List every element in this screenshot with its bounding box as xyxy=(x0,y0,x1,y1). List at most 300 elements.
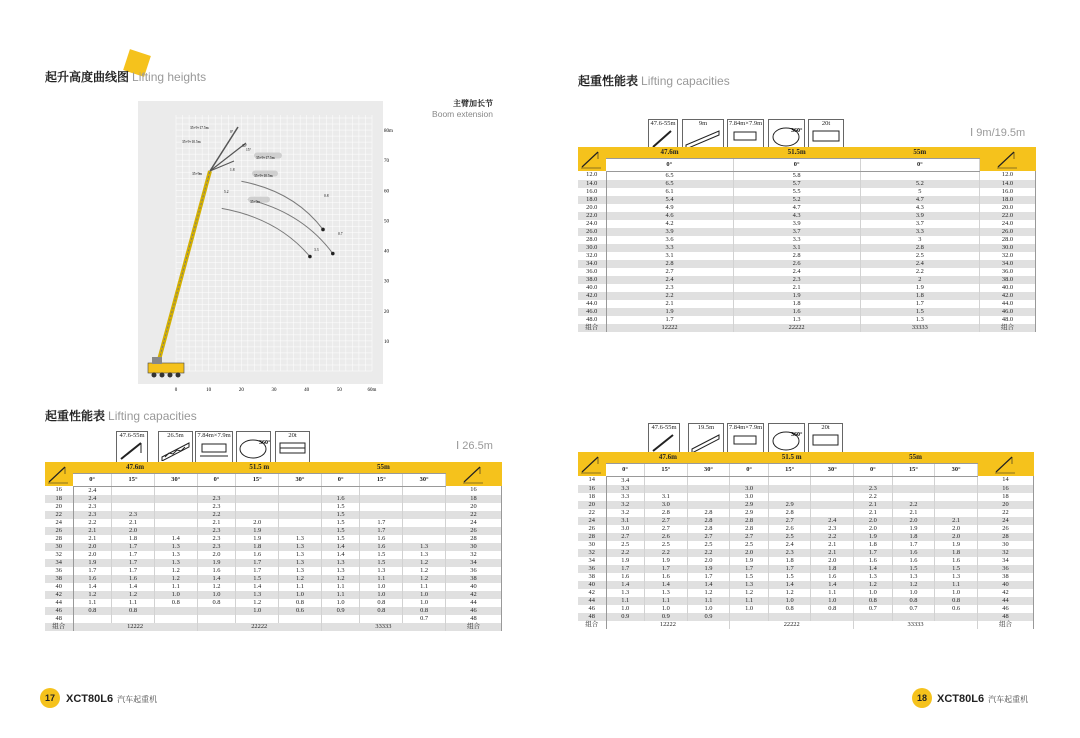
table-cell xyxy=(321,615,360,623)
table-boom-header-row xyxy=(578,147,1036,158)
table-cell: 2.2 xyxy=(860,268,979,276)
table-cell: 1.3 xyxy=(733,316,860,324)
table-cell: 18.0 xyxy=(578,196,606,204)
table-cell: 2.3 xyxy=(197,535,236,543)
table-cell xyxy=(892,476,935,485)
table-cell: 2.7 xyxy=(606,268,733,276)
table-cell: 2.7 xyxy=(768,517,811,525)
table-cell: 1.5 xyxy=(236,575,279,583)
table-cell: 1.9 xyxy=(935,541,978,549)
table-cell: 40 xyxy=(45,583,73,591)
table-cell: 1.0 xyxy=(360,583,403,591)
table-cell: 1.6 xyxy=(360,535,403,543)
table-cell: 46 xyxy=(45,607,73,615)
table-cell: 3.0 xyxy=(645,501,688,509)
t3-icon-outrigger-label: 7.84m×7.9m xyxy=(728,424,763,431)
table-cell: 1.9 xyxy=(73,559,112,567)
table-cell: 1.1 xyxy=(606,597,645,605)
table-cell xyxy=(854,613,893,621)
table-cell: 3.2 xyxy=(606,501,645,509)
table-cell: 2.1 xyxy=(935,517,978,525)
table-cell: 40.0 xyxy=(980,284,1036,292)
table-row xyxy=(578,493,1034,501)
table-cell: 2.8 xyxy=(687,517,730,525)
x-tick-label: 10 xyxy=(206,388,212,393)
table-cell: 1.7 xyxy=(645,565,688,573)
table-cell xyxy=(236,486,279,495)
table-cell: 1.7 xyxy=(236,567,279,575)
table-cell: 2.0 xyxy=(197,551,236,559)
table-row xyxy=(578,557,1034,565)
table-row xyxy=(45,615,502,623)
table-cell: 1.0 xyxy=(154,591,197,599)
table-cell: 1.6 xyxy=(197,567,236,575)
table-cell: 30.0 xyxy=(578,244,606,252)
table-row xyxy=(45,543,502,551)
table-cell: 1.9 xyxy=(730,557,769,565)
table-row xyxy=(578,236,1036,244)
y-tick-label: 10 xyxy=(384,339,389,345)
table-cell: 2.0 xyxy=(73,543,112,551)
table-cell xyxy=(811,476,854,485)
table-cell: 2.2 xyxy=(606,292,733,300)
table-cell: 32 xyxy=(978,549,1034,557)
table-cell: 32.0 xyxy=(980,252,1036,260)
table-cell: 36.0 xyxy=(578,268,606,276)
table-cell: 18.0 xyxy=(980,196,1036,204)
icon-outrigger-span xyxy=(195,431,233,464)
table-cell: 42 xyxy=(978,589,1034,597)
combo-value: 33333 xyxy=(321,623,445,631)
table-cell: 34 xyxy=(578,557,606,565)
x-tick-label: 30 xyxy=(271,388,277,393)
table-cell: 6.5 xyxy=(606,180,733,188)
table-cell: 1.5 xyxy=(321,511,360,519)
chart-point-label: 1.8 xyxy=(230,168,235,172)
table-cell: 48 xyxy=(978,613,1034,621)
table-cell: 4.6 xyxy=(606,212,733,220)
model-type-cn-right: 汽车起重机 xyxy=(988,695,1029,704)
table-row xyxy=(578,589,1034,597)
table-cell xyxy=(279,503,322,511)
page-number-17: 17 xyxy=(40,688,60,708)
table-cell: 1.3 xyxy=(154,551,197,559)
boom-angle-header: 15° xyxy=(112,473,155,486)
table-cell: 1.7 xyxy=(606,565,645,573)
table-cell xyxy=(197,607,236,615)
table-cell: 26 xyxy=(978,525,1034,533)
table-cell: 0.8 xyxy=(73,607,112,615)
table-cell: 3.3 xyxy=(733,236,860,244)
boom-angle-header: 0° xyxy=(606,463,645,476)
table-cell: 20 xyxy=(978,501,1034,509)
chart-x-ticks xyxy=(175,388,377,393)
table-angle-header-row xyxy=(578,158,1036,171)
lc-title-cn: 起重性能表 xyxy=(45,409,106,423)
table-cell: 1.0 xyxy=(360,591,403,599)
crane-boom-icon xyxy=(117,439,147,461)
table-cell: 46.0 xyxy=(980,308,1036,316)
table-cell: 2.1 xyxy=(892,509,935,517)
table-cell: 42 xyxy=(578,589,606,597)
table-cell: 1.3 xyxy=(606,589,645,597)
table-cell: 2.8 xyxy=(687,509,730,517)
table-row xyxy=(578,220,1036,228)
table-cell: 2.3 xyxy=(606,284,733,292)
table-cell: 2.7 xyxy=(645,525,688,533)
table-cell: 1.0 xyxy=(279,591,322,599)
table-cell: 2.0 xyxy=(73,551,112,559)
table-cell xyxy=(403,527,446,535)
t3-icon-boom-label: 47.6-55m xyxy=(651,424,677,431)
table-cell: 1.9 xyxy=(606,557,645,565)
table-cell xyxy=(154,503,197,511)
table-cell: 1.2 xyxy=(768,589,811,597)
t3-crane-boom-icon xyxy=(649,431,679,453)
table-cell: 1.4 xyxy=(811,581,854,589)
table-row xyxy=(578,509,1034,517)
table-cell xyxy=(236,503,279,511)
table-cell: 28 xyxy=(45,535,73,543)
table-cell: 1.1 xyxy=(73,599,112,607)
table-cell: 2.2 xyxy=(197,511,236,519)
table-cell: 1.1 xyxy=(154,583,197,591)
y-tick-label: 50 xyxy=(384,219,389,225)
table-cell: 1.2 xyxy=(687,589,730,597)
table-cell: 3.0 xyxy=(730,485,769,493)
table-cell: 1.7 xyxy=(360,519,403,527)
table-cell: 1.1 xyxy=(279,583,322,591)
table-cell: 1.6 xyxy=(73,575,112,583)
table-cell: 3.1 xyxy=(733,244,860,252)
table-cell: 22 xyxy=(978,509,1034,517)
table-cell: 2.1 xyxy=(854,501,893,509)
table-cell: 30.0 xyxy=(980,244,1036,252)
table-cell xyxy=(112,486,155,495)
table-cell: 2.9 xyxy=(730,509,769,517)
table-cell: 5.8 xyxy=(733,171,860,180)
table-cell: 42.0 xyxy=(578,292,606,300)
t3-icon-counterweight-label: 20t xyxy=(821,424,830,431)
t3-slewing-icon xyxy=(769,424,804,455)
table-cell: 1.3 xyxy=(892,573,935,581)
table-crane-icon-right xyxy=(978,452,1034,476)
table-row xyxy=(578,517,1034,525)
table-cell xyxy=(197,486,236,495)
table-cell: 46.0 xyxy=(578,308,606,316)
t3-counterweight-icon xyxy=(809,431,842,451)
boom-angle-header: 0° xyxy=(733,158,860,171)
chart-point-label: 0° xyxy=(230,130,234,134)
lifting-height-chart xyxy=(138,101,398,401)
lifting-capacity-table-9m-19-5m xyxy=(578,147,1036,332)
table-cell: 24 xyxy=(978,517,1034,525)
table-cell: 44.0 xyxy=(578,300,606,308)
table-cell xyxy=(236,615,279,623)
table-cell xyxy=(321,486,360,495)
table-row xyxy=(578,573,1034,581)
curve-endpoint xyxy=(321,228,325,232)
table-cell: 1.6 xyxy=(854,557,893,565)
table-row xyxy=(45,559,502,567)
chart-point-label: 35+9m xyxy=(250,200,261,204)
boom-angle-header: 15° xyxy=(360,473,403,486)
table-row xyxy=(45,575,502,583)
table-cell xyxy=(112,495,155,503)
table-cell: 40 xyxy=(578,581,606,589)
table-cell: 5.2 xyxy=(733,196,860,204)
table-row xyxy=(578,549,1034,557)
table-row xyxy=(578,196,1036,204)
boom-angle-header: 30° xyxy=(811,463,854,476)
x-tick-label: 60m xyxy=(367,388,377,393)
table-cell xyxy=(279,615,322,623)
table-cell: 1.4 xyxy=(687,581,730,589)
table-cell: 0.9 xyxy=(321,607,360,615)
table-cell: 1.9 xyxy=(236,535,279,543)
table-row xyxy=(45,567,502,575)
icon-outrigger-label: 7.84m×7.9m xyxy=(197,432,231,439)
table-cell: 2.5 xyxy=(687,541,730,549)
table-cell: 48 xyxy=(578,613,606,621)
lc-title-cn-right: 起重性能表 xyxy=(578,74,639,88)
table-cell: 2.8 xyxy=(730,525,769,533)
table-row xyxy=(45,607,502,615)
boom-length-header: 55m xyxy=(321,462,445,473)
lifting-capacity-table-26-5m xyxy=(45,462,502,631)
table-cell: 1.5 xyxy=(768,573,811,581)
table-cell: 36 xyxy=(578,565,606,573)
table-cell: 32 xyxy=(446,551,502,559)
table-cell xyxy=(403,486,446,495)
table-cell xyxy=(154,615,197,623)
table-cell: 2.3 xyxy=(112,511,155,519)
table-cell: 42 xyxy=(45,591,73,599)
table-cell: 2.7 xyxy=(730,533,769,541)
table-cell: 2.5 xyxy=(730,541,769,549)
table-cell: 1.0 xyxy=(687,605,730,613)
boom-length-header: 55m xyxy=(860,147,979,158)
table-cell: 42.0 xyxy=(980,292,1036,300)
table-row xyxy=(578,292,1036,300)
table-cell: 14 xyxy=(978,476,1034,485)
table-cell: 1.1 xyxy=(645,597,688,605)
table-cell: 1.8 xyxy=(935,549,978,557)
table-cell: 0.8 xyxy=(279,599,322,607)
table-cell: 0.9 xyxy=(645,613,688,621)
table-cell: 2.1 xyxy=(733,284,860,292)
table-cell: 44 xyxy=(578,597,606,605)
table-cell: 38 xyxy=(45,575,73,583)
lifting-capacities-title-right xyxy=(578,72,730,89)
boom-angle-header: 0° xyxy=(860,158,979,171)
table-cell: 18 xyxy=(578,493,606,501)
table-row xyxy=(578,244,1036,252)
table-combo-row xyxy=(45,623,502,631)
combo-value: 12222 xyxy=(73,623,197,631)
x-tick-label: 0 xyxy=(174,388,178,393)
table-cell: 0.8 xyxy=(811,605,854,613)
x-tick-label: 50 xyxy=(336,388,342,393)
table-cell: 38.0 xyxy=(578,276,606,284)
table-cell: 1.1 xyxy=(730,597,769,605)
table-row xyxy=(578,485,1034,493)
table-cell: 34 xyxy=(446,559,502,567)
boom-length-header: 47.6m xyxy=(73,462,197,473)
table-cell: 1.1 xyxy=(403,583,446,591)
table-cell: 2.3 xyxy=(73,511,112,519)
table-cell xyxy=(112,615,155,623)
table-crane-icon-right xyxy=(446,462,502,486)
table-cell: 1.3 xyxy=(403,551,446,559)
combo-label-right: 组合 xyxy=(446,623,502,631)
table-row xyxy=(578,565,1034,573)
table-cell: 28 xyxy=(578,533,606,541)
lifting-heights-title-cn: 起升高度曲线图 xyxy=(45,70,130,84)
table-cell: 1.6 xyxy=(360,543,403,551)
combo-label-right: 组合 xyxy=(978,621,1034,629)
table-cell: 2.5 xyxy=(860,252,979,260)
table-cell: 20.0 xyxy=(980,204,1036,212)
table-cell: 2.0 xyxy=(854,517,893,525)
table-cell: 1.5 xyxy=(892,565,935,573)
boom-angle-header: 30° xyxy=(279,473,322,486)
boom-angle-header: 30° xyxy=(154,473,197,486)
crane-side-icon xyxy=(579,452,605,474)
table-cell: 3.0 xyxy=(730,493,769,501)
table-cell: 2.3 xyxy=(73,503,112,511)
table-row xyxy=(578,268,1036,276)
table-row xyxy=(578,613,1034,621)
table-cell: 1.0 xyxy=(892,589,935,597)
table2-range-label: Ⅰ 26.5m xyxy=(456,440,493,452)
outrigger-icon xyxy=(196,439,232,459)
table-cell: 22 xyxy=(578,509,606,517)
table-cell xyxy=(154,607,197,615)
table-crane-icon-left xyxy=(578,147,606,171)
table-cell: 1.7 xyxy=(768,565,811,573)
table-cell: 1.3 xyxy=(645,589,688,597)
table-cell xyxy=(73,615,112,623)
table-cell: 2.1 xyxy=(73,527,112,535)
table-cell: 34 xyxy=(45,559,73,567)
table-cell xyxy=(360,486,403,495)
y-tick-label: 80m xyxy=(384,129,393,135)
table-cell: 38.0 xyxy=(980,276,1036,284)
table-row xyxy=(45,519,502,527)
table-cell: 1.9 xyxy=(733,292,860,300)
boom-length-header: 51.5m xyxy=(733,147,860,158)
table-cell: 1.2 xyxy=(892,581,935,589)
table-cell xyxy=(935,476,978,485)
table-cell: 3.6 xyxy=(606,236,733,244)
table-cell: 22 xyxy=(45,511,73,519)
table-cell: 2.1 xyxy=(811,549,854,557)
chart-point-label: 30° xyxy=(242,144,248,148)
table-cell: 1.3 xyxy=(860,316,979,324)
table-cell xyxy=(687,493,730,501)
table-row xyxy=(578,260,1036,268)
table-cell: 1.2 xyxy=(854,581,893,589)
combo-label-right: 组合 xyxy=(980,324,1036,332)
table-cell: 2.1 xyxy=(112,519,155,527)
table-cell: 1.7 xyxy=(73,567,112,575)
table-cell xyxy=(687,485,730,493)
table-cell xyxy=(403,495,446,503)
table-cell: 1.0 xyxy=(768,597,811,605)
table-cell xyxy=(645,485,688,493)
table-cell: 1.5 xyxy=(935,565,978,573)
table-cell: 44.0 xyxy=(980,300,1036,308)
y-tick-label: 30 xyxy=(384,279,389,285)
table-boom-header-row xyxy=(45,462,502,473)
chart-point-label: 15° xyxy=(246,148,252,152)
table-cell: 2.7 xyxy=(645,517,688,525)
table-cell: 40 xyxy=(978,581,1034,589)
t1-jib-truss-icon xyxy=(683,127,723,149)
table-cell: 5.7 xyxy=(733,180,860,188)
table-cell: 2.4 xyxy=(768,541,811,549)
table-cell: 0.8 xyxy=(154,599,197,607)
table-cell: 12.0 xyxy=(980,171,1036,180)
chart-point-label: 0.8 xyxy=(324,194,329,198)
table-cell: 0.8 xyxy=(403,607,446,615)
table-cell: 2.3 xyxy=(197,495,236,503)
table-cell xyxy=(403,503,446,511)
table-cell: 1.2 xyxy=(154,567,197,575)
table-row xyxy=(578,252,1036,260)
table-cell: 1.3 xyxy=(279,559,322,567)
table-cell: 3.1 xyxy=(606,252,733,260)
table-cell: 0.8 xyxy=(768,605,811,613)
table-cell: 3.3 xyxy=(860,228,979,236)
table-cell: 0.7 xyxy=(403,615,446,623)
table-cell: 1.5 xyxy=(360,551,403,559)
table-cell: 1.0 xyxy=(811,597,854,605)
t1-icon-counterweight-label: 20t xyxy=(821,120,831,127)
table-cell: 14.0 xyxy=(980,180,1036,188)
table-cell: 3.3 xyxy=(606,493,645,501)
table-cell: 1.7 xyxy=(236,559,279,567)
table-cell: 1.2 xyxy=(112,591,155,599)
table-cell: 1.2 xyxy=(403,575,446,583)
table-cell: 5.2 xyxy=(860,180,979,188)
table-cell: 1.1 xyxy=(935,581,978,589)
table-cell: 26 xyxy=(45,527,73,535)
icon-jib-length xyxy=(158,431,193,464)
table-cell: 1.4 xyxy=(236,583,279,591)
combo-value: 12222 xyxy=(606,324,733,332)
table-row xyxy=(45,511,502,519)
model-type-cn: 汽车起重机 xyxy=(117,695,158,704)
table-cell: 3.1 xyxy=(606,517,645,525)
table-cell: 1.6 xyxy=(892,557,935,565)
table-row xyxy=(578,212,1036,220)
table-cell: 2.8 xyxy=(645,509,688,517)
table-cell: 34.0 xyxy=(980,260,1036,268)
table-row xyxy=(45,486,502,495)
combo-value: 12222 xyxy=(606,621,730,629)
icon-jib-label: 26.5m xyxy=(167,432,184,439)
table-row xyxy=(578,180,1036,188)
table-cell: 48 xyxy=(446,615,502,623)
table-cell: 1.5 xyxy=(321,535,360,543)
table-cell: 20 xyxy=(446,503,502,511)
table-cell xyxy=(730,476,769,485)
table-cell: 20 xyxy=(578,501,606,509)
table-cell: 1.4 xyxy=(73,583,112,591)
table-cell xyxy=(360,503,403,511)
